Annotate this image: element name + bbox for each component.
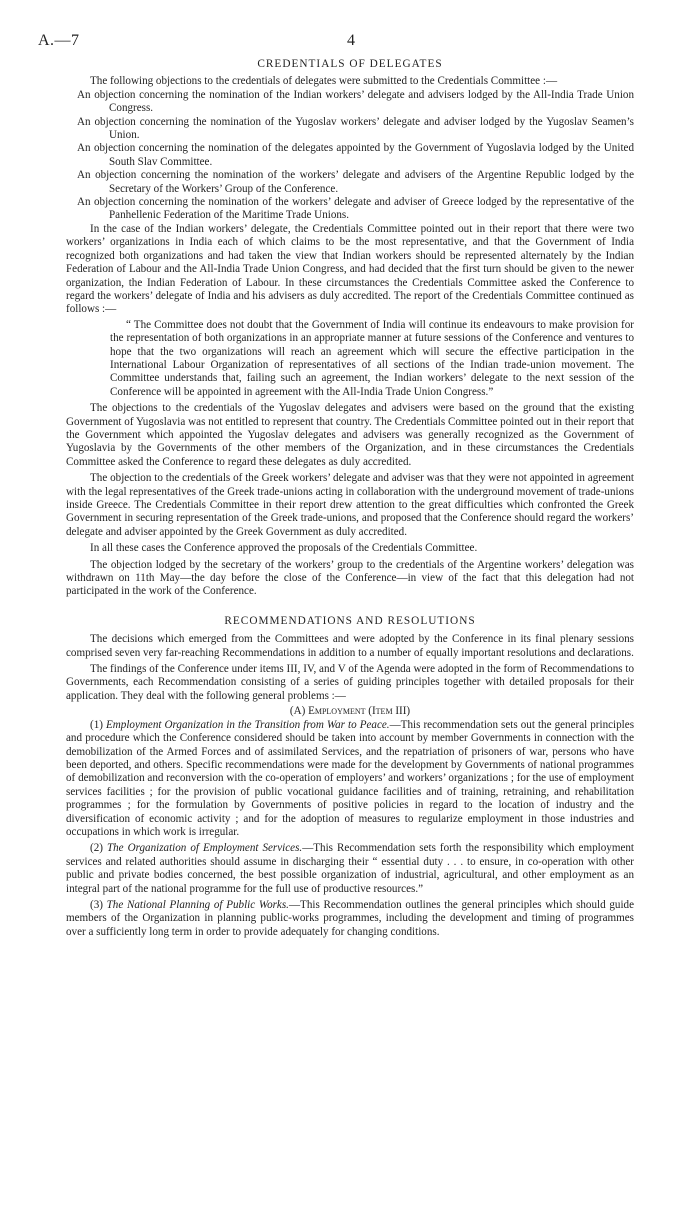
item-text: —This recommendation sets out the general principles and procedure which the Conference considered should be taken into account by member Governments in connection with the demobilization of the Armed Forces and of assimilated Services, and the repatriation of prisoners of war, persons who have been deported, and others. Specific recommendations were made for the development by Governments of national programmes of demobilization and reconversion with the co-operation of employers’ and workers’ organizations ; for the use of employment services facilities ; for the provision of public vocational guidance facilities and of training, retraining, and rehabilitation programmes ; for the formulation by Governments of positive policies in regard to the location of industry and the diversification of economic activity ; and for the adoption of measures to regularize employment in those industries and occupations in which work is irregular. (66, 718, 635, 838)
item-number: (3) (90, 898, 103, 911)
objection-item: An objection concerning the nomination of the workers’ delegate and advisers of the Argentine Republic lodged by the Secretary of the Workers’ Group of the Conference. (77, 169, 634, 195)
document-reference: A.—7 (38, 32, 80, 49)
objection-item: An objection concerning the nomination of the Indian workers’ delegate and advisers lodged by the All-India Trade Union Congress. (77, 88, 634, 115)
page-header (38, 32, 634, 58)
item-text: —This Recommendation outlines the general principles which should guide members of the Organization in planning public-works programmes, including the development and timing of programmes over a sufficiently long term in order to provide adequately for changing conditions. (66, 898, 634, 938)
recommendations-paragraph-1: The decisions which emerged from the Committees and were adopted by the Conference in its final plenary sessions comprised seven very far-reaching Recommendations in addition to a number of equally important resolutions and declarations. (66, 633, 634, 659)
india-paragraph: In the case of the Indian workers’ delegate, the Credentials Committee pointed out in their report that there were two workers’ organizations in India each of which claims to be the most representative, and that the Government of India recognized both organizations and had taken the view that Indian workers should be represented alternately by the Indian Federation of Labour and the All-India Trade Union Congress, and had decided that the first turn should be given to the newer organization, the Indian Federation of Labour. In these circumstances the Credentials Committee asked the Conference to regard the workers’ delegate of India and his advisers as duly accredited. The report of the Credentials Committee continued as follows :— (66, 222, 634, 316)
credentials-intro: The following objections to the credentials of delegates were submitted to the Credentials Committee :— (90, 75, 558, 88)
item-title: Employment Organization in the Transition from War to Peace. (106, 718, 390, 731)
item-text: —This Recommendation sets forth the responsibility which employment services and related authorities should assume in discharging their “ essential duty . . . to ensure, in co-operation with other public and private bodies concerned, the best possible organization of industrial, agricultural, and other employment as an integral part of the national programme for the full use of productive resources.” (66, 842, 635, 895)
recommendation-item-1 (66, 719, 634, 840)
approved-paragraph: In all these cases the Conference approved the proposals of the Credentials Committee. (90, 542, 478, 555)
item-number: (1) (90, 718, 103, 731)
argentine-paragraph: The objection lodged by the secretary of the workers’ group to the credentials of the Argentine workers’ delegation was withdrawn on 11th May—the day before the close of the Conference—in view of the fact that this delegation had not participated in the work of the Conference. (66, 558, 634, 598)
credentials-heading: CREDENTIALS OF DELEGATES (257, 58, 443, 70)
page-number: 4 (347, 32, 355, 49)
recommendations-heading: RECOMMENDATIONS AND RESOLUTIONS (224, 614, 476, 627)
recommendations-paragraph-2: The findings of the Conference under items III, IV, and V of the Agenda were adopted in the form of Recommendations to Governments, each Recommendation consisting of a series of guiding principles together with detailed proposals for their application. They deal with the following general problems :— (66, 663, 634, 702)
recommendation-item-2 (66, 842, 634, 896)
recommendation-item-3 (66, 899, 634, 939)
yugoslav-paragraph: The objections to the credentials of the Yugoslav delegates and advisers were based on the ground that the existing Government of Yugoslavia was not entitled to represent that country. The Credentials Committee pointed out in their report that the Government which appointed the Yugoslav delegates and advisers was generally recognized as the Government of Yugoslavia by the Governments of the other members of the Organization, and in these circumstances the Credentials Committee asked the Conference to regard these delegates as duly accredited. (66, 402, 634, 468)
committee-quote: “ The Committee does not doubt that the Government of India will continue its endeavours to make provision for the representation of both organizations in an appropriate manner at future sessions of the Conference and ventures to hope that the two organizations will reach an agreement which will secure the effective participation in the International Labour Organization of representatives of all sections of the Indian trade-union movement. The Committee understands that, failing such an agreement, the Indian workers’ delegate to the next session of the Conference will be appointed in agreement with the All-India Trade Union Congress.” (110, 318, 634, 398)
section-a-heading: (A) Employment (Item III) (289, 705, 411, 718)
item-title: The National Planning of Public Works. (106, 898, 289, 911)
objection-item: An objection concerning the nomination of the workers’ delegate and adviser of Greece lodged by the representative of the Panhellenic Federation of the Maritime Trade Unions. (77, 196, 634, 222)
objection-item: An objection concerning the nomination of the Yugoslav workers’ delegate and adviser lodged by the Yugoslav Seamen’s Union. (77, 115, 634, 142)
objection-item: An objection concerning the nomination of the delegates appointed by the Government of Yugoslavia lodged by the United South Slav Committee. (77, 142, 634, 168)
item-title: The Organization of Employment Services. (106, 842, 303, 855)
greek-paragraph: The objection to the credentials of the Greek workers’ delegate and adviser was that they were not appointed in agreement with the legal representatives of the Greek trade-unions acting in collaboration with the underground movement of trade-unions inside Greece. The Credentials Committee in their report drew attention to the great difficulties which confronted the Greek Government in securing representation of the Greek trade-unions, and proposed that the Conference should regard the workers’ delegate and adviser appointed by the Greek Government as duly accredited. (66, 472, 634, 538)
item-number: (2) (90, 842, 103, 855)
